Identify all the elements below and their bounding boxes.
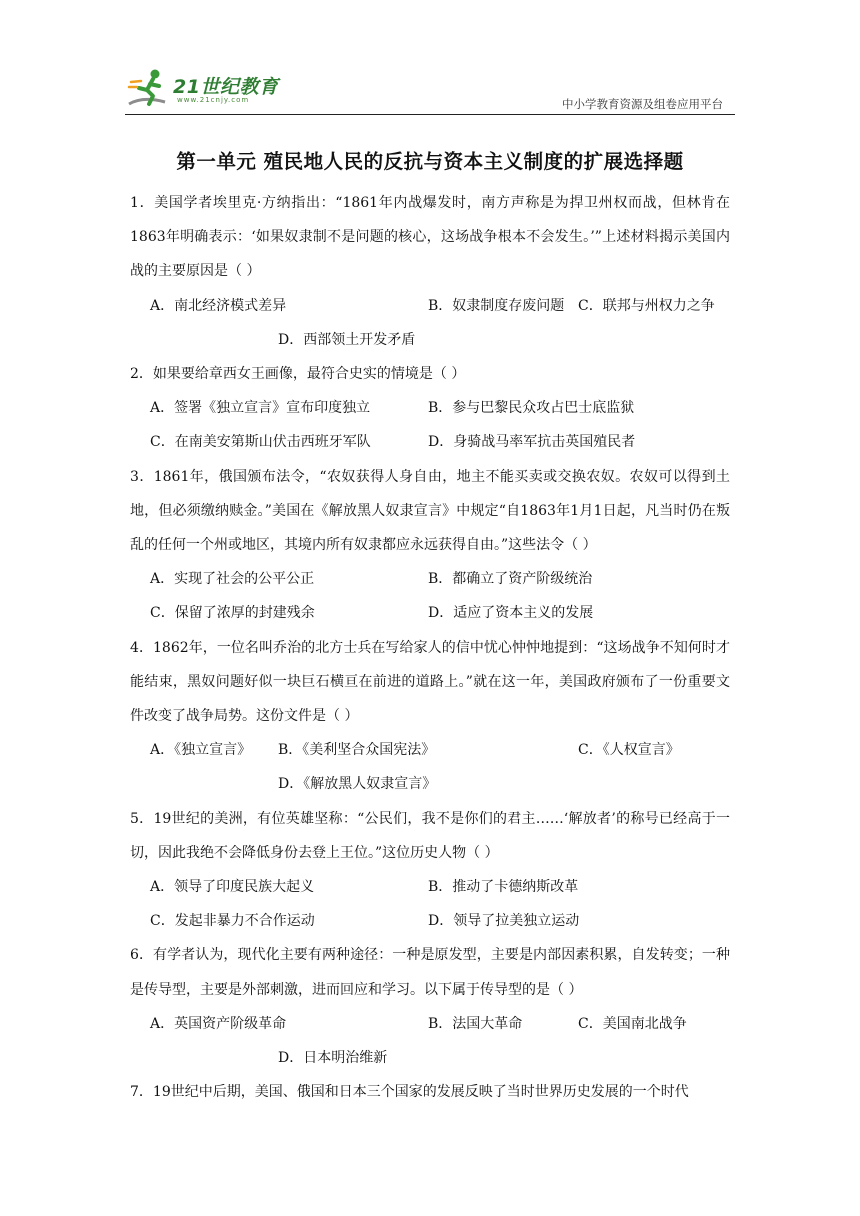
question-stem: 2．如果要给章西女王画像，最符合史实的情境是（ ）: [130, 365, 466, 382]
page-header: [125, 62, 735, 115]
option-row: [130, 1007, 730, 1041]
option-d: D．领导了拉美独立运动: [428, 913, 580, 930]
option-d: D．日本明治维新: [278, 1049, 388, 1066]
site-logo: [125, 66, 295, 112]
option-row: [130, 1041, 730, 1075]
option-d: D．西部领土开发矛盾: [278, 331, 416, 348]
option-c: C．发起非暴力不合作运动: [150, 913, 315, 930]
option-row: [130, 733, 730, 767]
option-c: C．在南美安第斯山伏击西班牙军队: [150, 434, 371, 451]
option-row: [130, 289, 730, 323]
option-row: [130, 904, 730, 938]
option-row: [130, 870, 730, 904]
option-c: C．联邦与州权力之争: [578, 297, 715, 314]
option-row: [130, 323, 730, 357]
option-a: A．英国资产阶级革命: [150, 1015, 287, 1032]
question-stem: 6．有学者认为，现代化主要有两种途径：一种是原发型，主要是内部因素积累，自发转变；一种是传导型，主要是外部刺激，进而回应和学习。以下属于传导型的是（ ）: [130, 947, 730, 998]
option-b: B．都确立了资产阶级统治: [428, 571, 593, 588]
question-stem: 4．1862年，一位名叫乔治的北方士兵在写给家人的信中忧心忡忡地提到：“这场战争不知何时才能结束，黑奴问题好似一块巨石横亘在前进的道路上。”就在这一年，美国政府颁布了一份重要文件改变了战争局势。这份文件是（ ）: [130, 639, 730, 724]
option-c: C．美国南北战争: [578, 1015, 687, 1032]
option-a: A．实现了社会的公平公正: [150, 571, 315, 588]
option-b: B．参与巴黎民众攻占巴士底监狱: [428, 400, 635, 417]
option-a: A．签署《独立宣言》宣布印度独立: [150, 400, 371, 417]
logo-text: 21世纪教育: [173, 76, 279, 98]
option-a: A．领导了印度民族大起义: [150, 878, 315, 895]
page-title: 第一单元 殖民地人民的反抗与资本主义制度的扩展选择题: [176, 150, 684, 173]
option-d: D．身骑战马率军抗击英国殖民者: [428, 434, 636, 451]
runner-logo-icon: [125, 66, 171, 110]
option-a: A．南北经济模式差异: [150, 297, 287, 314]
option-d: D．适应了资本主义的发展: [428, 605, 594, 622]
option-row: [130, 391, 730, 425]
option-row: [130, 562, 730, 596]
option-b: B．《美利坚合众国宪法》: [278, 742, 436, 759]
platform-name: 中小学教育资源及组卷应用平台: [562, 97, 723, 111]
question-list: [130, 186, 730, 1109]
option-a: A．《独立宣言》: [150, 742, 252, 759]
option-row: [130, 596, 730, 630]
logo-url: www.21cnjy.com: [177, 96, 250, 104]
option-row: [130, 767, 730, 801]
option-b: B．法国大革命: [428, 1015, 523, 1032]
option-b: B．推动了卡德纳斯改革: [428, 878, 579, 895]
question-stem: 7．19世纪中后期，美国、俄国和日本三个国家的发展反映了当时世界历史发展的一个时代: [130, 1084, 689, 1101]
question-stem: 1．美国学者埃里克·方纳指出：“1861年内战爆发时，南方声称是为捍卫州权而战，但林肯在1863年明确表示：‘如果奴隶制不是问题的核心，这场战争根本不会发生。’”上述材料揭示美国内战的主要原因是（ ）: [130, 195, 730, 280]
question-stem: 3．1861年，俄国颁布法令，“农奴获得人身自由，地主不能买卖或交换农奴。农奴可以得到土地，但必须缴纳赎金。”美国在《解放黑人奴隶宣言》中规定“自1863年1月1日起，凡当时仍在叛乱的任何一个州或地区，其境内所有奴隶都应永远获得自由。”这些法令（ ）: [130, 468, 730, 553]
option-c: C．保留了浓厚的封建残余: [150, 605, 315, 622]
option-d: D．《解放黑人奴隶宣言》: [278, 776, 437, 793]
option-b: B．奴隶制度存废问题: [428, 297, 565, 314]
option-row: [130, 425, 730, 459]
question-stem: 5．19世纪的美洲，有位英雄坚称：“公民们，我不是你们的君主……‘解放者’的称号已经高于一切，因此我绝不会降低身份去登上王位。”这位历史人物（ ）: [130, 810, 730, 861]
option-c: C．《人权宣言》: [578, 742, 680, 759]
